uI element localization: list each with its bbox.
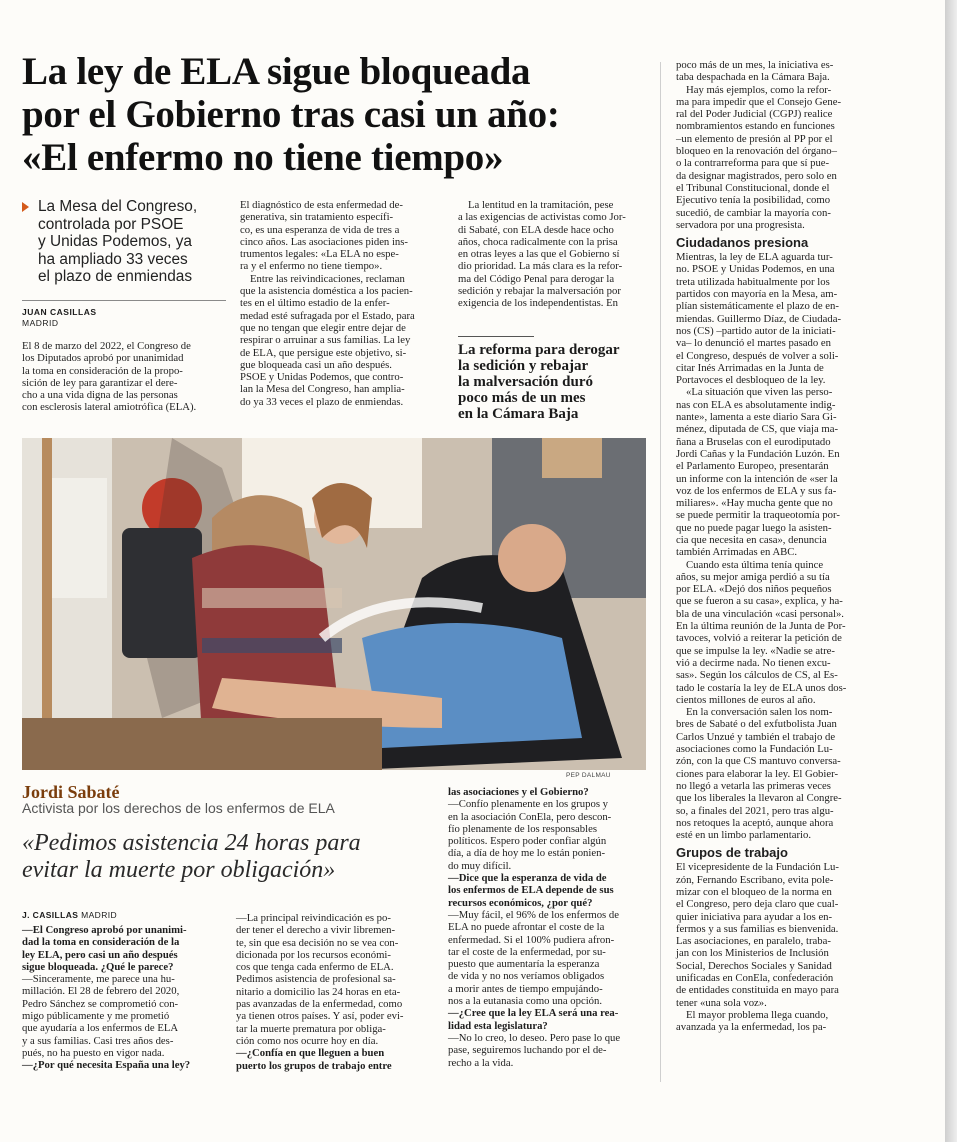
text-line: años, su mejor amiga perdió a su tía [676,570,830,583]
interview-byline [22,910,117,920]
text-line: las asociaciones y el Gobierno? [448,786,589,798]
text-line: nos (CS) –partido autor de la iniciati- [676,324,836,337]
pullquote-line: la malversación duró [458,374,593,390]
text-line: –un elemento de presión al PP por el [676,132,833,145]
interview-name: Jordi Sabaté [22,782,120,802]
text-line: que la asistencia doméstica a los pacien- [240,285,413,298]
text-line: cia que necesita en casa», denuncia [676,533,827,546]
text-line: Jordi Cañas y la Fundación Luzón. En [676,447,840,460]
text-line: trumentos legales: «La ELA no espe- [240,248,399,261]
text-line: que se fueron a su casa», explica, y ha- [676,595,843,608]
text-line: o la contrarreforma para que sí pue- [676,157,830,170]
text-line: lan la Mesa del Congreso, han amplia- [240,383,405,396]
text-line: —Muy fácil, el 96% de los enfermos de [448,908,619,921]
text-line: que se impulse la ley. «Nadie se atre- [676,644,835,657]
deck-line: La Mesa del Congreso, [38,198,198,215]
byline [22,307,97,329]
interview-quote-line: «Pedimos asistencia 24 horas para [22,830,361,856]
text-line: dio prioridad. La más clara es la refor- [458,260,623,273]
text-line: ral del Poder Judicial (CGPJ) realice [676,108,833,121]
text-line: Ejecutivo tenía la posibilidad, como [676,194,831,207]
text-line: millación. El 28 de febrero del 2020, [22,985,180,998]
text-line: el Congreso, pero deja claro que cual- [676,898,839,911]
text-line: En la última reunión de la Junta de Por- [676,620,846,633]
text-line: ménez, diputada de CS, que viaja ma- [676,423,839,436]
pullquote-line: poco más de un mes [458,390,586,406]
text-line: te, sin que esa decisión no se vea con- [236,936,399,949]
text-line: el Parlamento Europeo, presentarán [676,460,829,473]
text-line: no llegó a vetarla las primeras veces [676,779,831,792]
text-line: avanzada ya la enfermedad, los pa- [676,1021,827,1034]
text-line: el Tribunal Constitucional, donde el [676,181,830,194]
text-line: en la asociación ConEla, pero descon- [448,810,612,823]
text-line: nas con ELA es absolutamente indig- [676,398,836,411]
text-line: tavoces, volvió a reiterar la petición de [676,632,842,645]
subheading: Ciudadanos presiona [676,235,809,251]
text-line: nante», lamenta a este diario Sara Gi- [676,411,837,424]
text-line: y a sus familias. Casi tres años des- [22,1034,174,1047]
text-line: —La principal reivindicación es po- [236,912,391,924]
text-line: Las asociaciones, en paralelo, traba- [676,935,831,948]
text-line: que no tengan que elegir entre dejar de [240,321,406,334]
text-line: voz de los enfermos de ELA y sus fa- [676,484,837,497]
column-divider [660,62,661,1082]
text-line: co, es una esperanza de vida de tres a [240,223,400,236]
text-line: con esclerosis lateral amiotrófica (ELA). [22,401,197,414]
text-line: ñana a Bruselas con el eurodiputado [676,435,831,448]
headline-line: La ley de ELA sigue bloqueada [22,50,531,93]
text-line: miendas. Guillermo Díaz, de Ciudada- [676,312,842,325]
text-line: poco más de un mes, la iniciativa es- [676,59,834,71]
text-line: ma para impedir que el Consejo Gene- [676,95,842,108]
text-line: en otras leyes a las que el Gobierno sí [458,248,620,261]
text-line: gue bloqueada casi un año después. [240,358,392,371]
text-line: —¿Confía en que lleguen a buen [236,1047,385,1060]
text-line: ma del Código Penal para derogar la [458,272,615,285]
text-line: años, choca radicalmente con la prisa [458,235,618,248]
text-line: do ya 33 veces el plazo de enmiendas. [240,395,404,408]
text-line: nitario a domicilio las 24 horas en eta- [236,985,401,998]
text-line: sucedió, de cambiar la mayoría con- [676,206,831,219]
interview-column-1 [22,924,232,1072]
text-line: zón, con la que CS mantuvo conversa- [676,755,841,768]
text-line: Carlos Unzué y también el trabajo de [676,730,836,743]
text-line: Portavoces el desbloqueo de la ley. [676,374,826,387]
text-line: migo públicamente y me prometió [22,1010,170,1023]
text-line: tar la muerte prematura por obliga- [236,1022,386,1035]
text-line: tar el coste de la enfermedad, por su- [448,945,606,958]
text-line: —El Congreso aprobó por unanimi- [22,924,187,936]
text-line: puesto que aumentaría la esperanza [448,958,600,971]
text-line: cinco años. Las asociaciones piden ins- [240,235,408,248]
text-line: recho a la vida. [448,1056,514,1069]
text-line: no. PSOE y Unidas Podemos, en una [676,263,835,276]
text-line: tes en el último estadio de la enfer- [240,297,390,310]
text-line: —¿Por qué necesita España una ley? [22,1059,191,1072]
text-line: exigencia de los independentistas. En [458,297,618,310]
body-column-1 [22,340,227,414]
text-line: —Sinceramente, me parece una hu- [22,973,175,986]
text-line: da designar magistrados, pero solo en [676,169,837,182]
text-line: taba despachada en la Cámara Baja. [676,71,830,84]
text-line: dad la toma en consideración de la [22,936,180,949]
triangle-bullet-icon [22,202,29,212]
text-line: medad esté sufragada por el Estado, para [240,309,415,322]
text-line: nombramientos estando en funciones [676,120,835,133]
text-line: dicionada por los recursos económi- [236,948,391,961]
subheading: Grupos de trabajo [676,845,788,861]
text-line: vió a decirme nada. No tienen excu- [676,656,831,669]
text-line: PSOE y Unidas Podemos, que contro- [240,371,404,384]
text-line: fío plenamente de los responsables [448,822,597,835]
text-line: partidos con mayoría en la Mesa, am- [676,288,838,301]
text-line: servadora por una progresista. [676,218,805,231]
text-line: zón, Fernando Escribano, evita pole- [676,873,834,886]
text-line: puerto los grupos de trabajo entre [236,1059,392,1072]
pullquote-line: en la Cámara Baja [458,406,579,422]
interview-quote [22,830,432,884]
text-line: sas». Según los cálculos de CS, al Es- [676,669,838,682]
interview-byline-author: J. CASILLAS [22,910,79,920]
text-line: que ayudaría a los enfermos de ELA [22,1022,179,1035]
text-line: nos a la eutanasia como una opción. [448,995,603,1008]
text-line: los Diputados aprobó por unanimidad [22,352,184,365]
headline-line: «El enfermo no tiene tiempo» [22,136,504,179]
interview-column-2 [236,912,446,1072]
text-line: de entidades constituida en mayo para [676,984,839,997]
text-line: bloqueo en la renovación del órgano– [676,145,837,158]
pullquote-line: La reforma para derogar [458,342,620,358]
news-photo [22,438,646,770]
text-line: respirar o arruinar a sus familias. La ley [240,334,411,347]
photo-illustration [22,438,646,770]
text-line: El mayor problema llega cuando, [686,1008,829,1021]
text-line: de ELA, que persigue este objetivo, si- [240,346,407,359]
body-column-3 [458,199,653,310]
text-line: ELA no puede afrontar el coste de la [448,921,605,934]
byline-divider [22,300,226,301]
text-line: va– lo denunció el martes pasado en [676,337,831,350]
text-line: ra y el enfermo no tiene tiempo». [240,260,383,273]
body-column-4 [676,59,881,1034]
deck-line: y Unidas Podemos, ya [38,233,192,250]
text-line: asociaciones como la Fundación Lu- [676,743,833,756]
text-line: El diagnóstico de esta enfermedad de- [240,199,403,211]
text-line: bres de Sabaté o del exfutbolista Juan [676,718,837,731]
text-line: —No lo creo, lo deseo. Pero pase lo que [448,1031,621,1044]
text-line: citar Inés Arrimadas en la Junta de [676,361,824,374]
text-line: que los liberales la llevaron al Congre- [676,792,842,805]
pullquote-rule [458,336,534,337]
text-line: un informe con la intención de «ser la [676,472,838,485]
text-line: políticos. Espero poder confiar algún [448,835,607,848]
text-line: ya tienen otros países. Y así, poder evi- [236,1010,404,1023]
text-line: unificadas en ConEla, confederación [676,972,834,985]
text-line: treta utilizada habitualmente por los [676,275,830,288]
byline-city: MADRID [22,318,59,328]
text-line: a morir antes de tiempo empujándo- [448,982,603,995]
body-column-2 [240,199,445,408]
headline [22,50,662,179]
text-line: cientos millones de euros al año. [676,693,816,706]
text-line: Social, Derechos Sociales y Sanidad [676,959,832,972]
text-line: —Dice que la esperanza de vida de [448,872,607,885]
text-line: que no puede pagar luego la asisten- [676,521,832,534]
text-line: por ELA. «Dejó dos niños pequeños [676,583,832,596]
interview-role: Activista por los derechos de los enfermos de ELA [22,800,335,816]
text-line: fermos y a sus familias es bienvenida. [676,922,839,935]
text-line: do muy difícil. [448,859,512,872]
text-line: pas avanzadas de la enfermedad, como [236,998,403,1011]
text-line: «La situación que viven las perso- [686,386,833,399]
text-line: ley ELA, pero casi un año después [22,948,178,961]
interview-byline-city: MADRID [81,910,118,920]
text-line: generativa, sin tratamiento específi- [240,211,394,224]
deck-line: ha ampliado 33 veces [38,250,188,268]
text-line: Entre las reivindicaciones, reclaman [250,272,405,285]
text-line: Pedro Sánchez se comprometió con- [22,997,179,1010]
text-line: los enfermos de ELA depende de sus [448,884,614,897]
text-line: cos que tenga cada enfermo de ELA. [236,961,394,974]
photo-credit: PEP DALMAU [566,772,611,779]
interview-column-3 [448,786,658,1069]
text-line: mizar con el bloqueo de la norma en [676,886,832,898]
text-line: plían sistemáticamente el plazo de en- [676,300,839,313]
page-edge [945,0,957,1142]
text-line: tado le costaría la ley de ELA unos dos- [676,681,847,694]
text-line: En la conversación salen los nom- [686,706,833,719]
text-line: der tener el derecho a vivir libremen- [236,924,396,937]
pullquote [458,342,648,422]
text-line: Cuando esta última tenía quince [686,558,824,571]
text-line: tener «una sola voz». [676,996,767,1009]
text-line: —Confío plenamente en los grupos y [448,798,608,811]
text-line: recursos económicos, ¿por qué? [448,896,593,909]
text-line: día, a día de hoy me lo están ponien- [448,847,605,860]
text-line: a las exigencias de activistas como Jor- [458,211,626,224]
text-line: pués, no ha puesto en vigor nada. [22,1046,165,1059]
text-line: Hay más ejemplos, como la refor- [686,83,832,96]
text-line: enfermedad. Si el 100% pudiera afron- [448,933,615,946]
text-line: sigue bloqueada. ¿Qué le parece? [22,960,174,973]
text-line: La lentitud en la tramitación, pese [468,199,614,211]
text-line: Mientras, la ley de ELA aguarda tur- [676,251,833,264]
deck-line: el plazo de enmiendas [38,268,193,285]
text-line: miliares». «Hay mucha gente que no [676,497,833,510]
text-line: se puede permitir la traqueotomía por- [676,509,840,522]
text-line: ciones para elaborar la ley. El Gobier- [676,767,838,780]
text-line: el Congreso, después de volver a soli- [676,349,839,362]
deck [22,198,227,286]
text-line: di Sabaté, con ELA desde hace ocho [458,223,614,236]
text-line: nos retoques la aceptó, aunque ahora [676,816,834,829]
text-line: también Arrimadas en ABC. [676,546,798,559]
pullquote-line: la sedición y rebajar [458,358,589,374]
interview-quote-line: evitar la muerte por obligación» [22,857,336,883]
text-line: esté en un limbo parlamentario. [676,829,812,842]
deck-line: controlada por PSOE [38,215,184,233]
text-line: ción como nos ocurre hoy en día. [236,1034,379,1047]
text-line: quier iniciativa para ayudar a los en- [676,910,833,923]
text-line: El vicepresidente de la Fundación Lu- [676,861,839,874]
text-line: lidad esta legislatura? [448,1019,548,1032]
text-line: jan con los Ministerios de Inclusión [676,947,829,960]
text-line: sición de ley para garantizar el dere- [22,376,178,389]
text-line: El 8 de marzo del 2022, el Congreso de [22,340,191,352]
text-line: bla de una vinculación «casi personal». [676,607,844,620]
text-line: pase, seguiremos luchando por el de- [448,1044,607,1057]
text-line: cho a una vida digna de las personas [22,389,178,402]
text-line: sedición y rebajar la malversación por [458,285,621,298]
headline-line: por el Gobierno tras casi un año: [22,93,560,136]
text-line: la toma en consideración de la propo- [22,364,183,377]
text-line: Pedimos asistencia de profesional sa- [236,973,396,986]
text-line: so, a finales del 2021, pero tras algu- [676,804,834,817]
text-line: de vida y no nos veríamos obligados [448,970,605,983]
byline-author: JUAN CASILLAS [22,307,97,317]
text-line: —¿Cree que la ley ELA será una rea- [448,1007,619,1020]
